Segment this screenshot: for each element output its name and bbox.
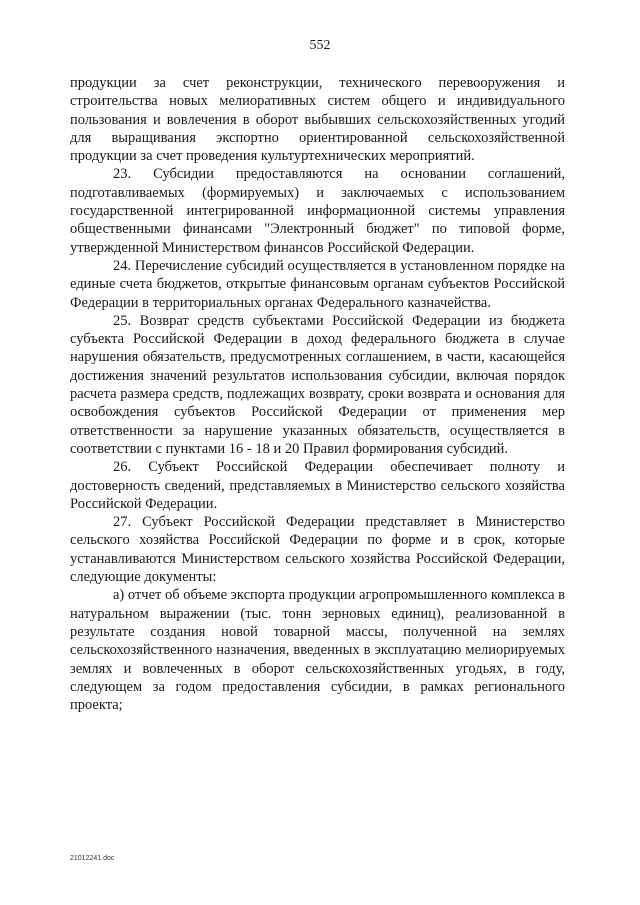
- page-number: 552: [309, 38, 331, 53]
- paragraph-27a: а) отчет об объеме экспорта продукции агропромышленного комплекса в натуральном выражении (тыс. тонн зерновых единиц), реализованной в результате создания новой товарной массы, полученной на землях сельскохозяйственного назначения, введенных в эксплуатацию мелиорируемых землях и вовлеченных в оборот сельскохозяйственных угодьях, в году, следующем за годом предоставления субсидии, в рамках регионального проекта;: [70, 587, 566, 714]
- paragraph-27: 27. Субъект Российской Федерации представляет в Министерство сельского хозяйства Российской Федерации по форме и в срок, которые устанавливаются Министерством сельского хозяйства Российской Федерации, следующие документы:: [70, 514, 565, 586]
- paragraph-24: 24. Перечисление субсидий осуществляется в установленном порядке на единые счета бюджетов, открытые финансовым органам субъектов Российской Федерации в территориальных органах Федерального казначейства.: [70, 257, 565, 311]
- paragraph-23: 23. Субсидии предоставляются на основании соглашений, подготавливаемых (формируемых) и заключаемых с использованием государственной интегрированной информационной системы управления общественными финансами "Электронный бюджет" по типовой форме, утвержденной Министерством финансов Российской Федерации.: [70, 166, 565, 256]
- paragraph-26: 26. Субъект Российской Федерации обеспечивает полноту и достоверность сведений, представляемых в Министерство сельского хозяйства Российской Федерации.: [70, 459, 565, 512]
- document-body: [70, 74, 565, 714]
- paragraph-continuation: продукции за счет реконструкции, технического перевооружения и строительства новых мелиоративных систем общего и индивидуального пользования и вовлечения в оборот выбывших сельскохозяйственных угодий для выращивания экспортно ориентированной сельскохозяйственной продукции за счет проведения культуртехнических мероприятий.: [70, 75, 565, 165]
- paragraph-25: 25. Возврат средств субъектами Российской Федерации из бюджета субъекта Российской Федерации в доход федерального бюджета в случае нарушения обязательств, предусмотренных соглашением, в части, касающейся достижения значений результатов использования субсидии, включая порядок расчета размера средств, подлежащих возврату, сроки возврата и основания для освобождения субъектов Российской Федерации от применения мер ответственности за нарушение указанных обязательств, осуществляется в соответствии с пунктами 16 - 18 и 20 Правил формирования субсидий.: [70, 312, 565, 457]
- footer-filename: 21012241.doc: [70, 855, 115, 862]
